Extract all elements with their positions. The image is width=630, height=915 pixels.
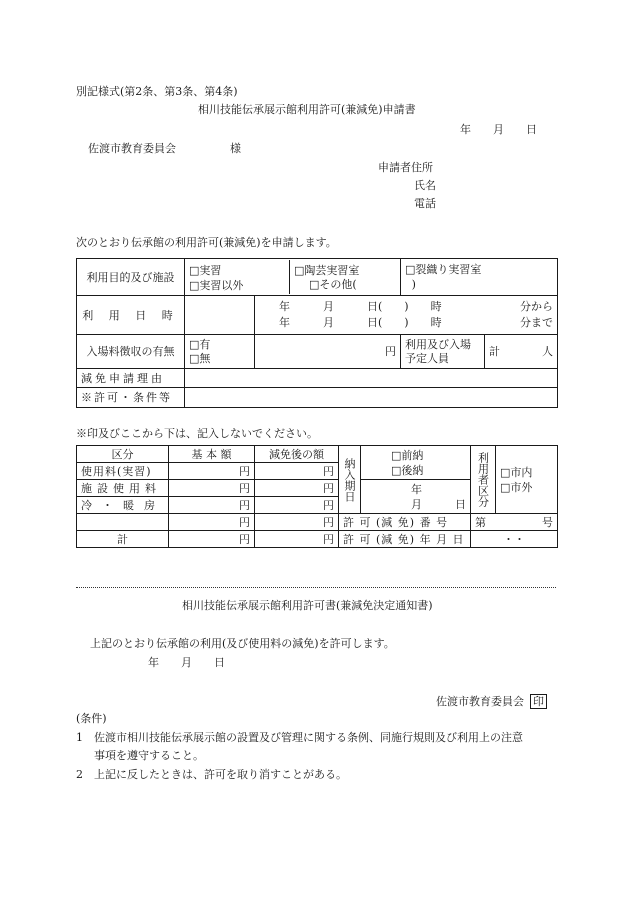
ceramics-room-checkbox[interactable]: □陶芸実習室 <box>294 264 360 277</box>
facility-reduced-field[interactable]: 円 <box>255 480 339 497</box>
reduction-reason-label: 減免申請理由 <box>77 369 185 388</box>
reduced-amount-header: 減免後の額 <box>255 446 339 463</box>
fee-collection-options <box>185 335 255 369</box>
datetime-cell[interactable] <box>255 296 558 335</box>
permit-conditions-field[interactable] <box>185 388 558 408</box>
extra-base-field[interactable]: 円 <box>169 514 255 531</box>
application-table <box>76 258 558 408</box>
postpaid-checkbox[interactable]: □後納 <box>391 463 424 477</box>
reduction-reason-field[interactable] <box>185 369 558 388</box>
facility-base-field[interactable]: 円 <box>169 480 255 497</box>
to-datetime[interactable]: 年 月 日( ) 時 <box>279 316 442 329</box>
cut-line <box>76 587 556 588</box>
usage-base-field[interactable]: 円 <box>169 463 255 480</box>
non-practice-checkbox[interactable]: □実習以外 <box>189 279 244 292</box>
people-unit: 人 <box>542 345 553 358</box>
weaving-room-checkbox[interactable]: □裂織り実習室 <box>405 263 482 276</box>
issuer-name: 佐渡市教育委員会 <box>436 695 524 708</box>
category-header: 区分 <box>77 446 169 463</box>
fee-yen-unit: 円 <box>385 345 396 358</box>
practice-checkbox[interactable]: □実習 <box>189 264 222 277</box>
user-category-options <box>496 446 558 514</box>
extra-reduced-field[interactable]: 円 <box>255 514 339 531</box>
permit-number-label: 許 可 (減 免) 番 号 <box>339 514 471 531</box>
usage-fee-label: 使用料(実習) <box>77 463 169 480</box>
form-reference: 別記様式(第2条、第3条、第4条) <box>76 85 238 98</box>
form-title: 相川技能伝承展示館利用許可(兼減免)申請書 <box>198 103 416 116</box>
facility-fee-label: 施設使用料 <box>77 480 169 497</box>
applicant-name-label[interactable]: 氏名 <box>414 179 436 192</box>
user-category-label: 利用者区分 <box>471 446 496 514</box>
total-reduced-field[interactable]: 円 <box>255 531 339 548</box>
permit-date-field[interactable]: ・・ <box>471 531 558 548</box>
condition-2-text: 上記に反したときは、許可を取り消すことがある。 <box>94 768 347 781</box>
condition-1-number: 1 <box>76 731 83 744</box>
due-year: 年 <box>411 482 422 496</box>
fee-collection-label: 入場料徴収の有無 <box>77 335 185 369</box>
condition-1-line-1: 佐渡市相川技能伝承展示館の設置及び管理に関する条例、同施行規則及び利用上の注意 <box>94 731 523 744</box>
inside-city-checkbox[interactable]: □市内 <box>500 465 533 479</box>
application-date[interactable]: 年 月 日 <box>460 123 537 136</box>
purpose-label: 利用目的及び施設 <box>77 259 185 296</box>
aircon-reduced-field[interactable]: 円 <box>255 497 339 514</box>
other-checkbox[interactable]: □その他( ) <box>309 278 416 291</box>
extra-fee-label[interactable] <box>77 514 169 531</box>
base-amount-header: 基 本 額 <box>169 446 255 463</box>
condition-1-line-2: 事項を遵守すること。 <box>94 749 204 762</box>
datetime-label: 利 用 日 時 <box>77 296 185 335</box>
conditions-heading: (条件) <box>76 712 107 725</box>
total-fee-label: 計 <box>77 531 169 548</box>
payment-method-options <box>361 446 471 480</box>
notice-title: 相川技能伝承展示館利用許可書(兼減免決定通知書) <box>182 599 433 612</box>
notice-issuer <box>436 694 547 709</box>
office-use-note: ※印及びここから下は、記入しないでください。 <box>76 427 318 440</box>
from-datetime[interactable]: 年 月 日( ) 時 <box>279 300 442 313</box>
expected-users-field[interactable] <box>485 335 558 369</box>
fee-yes-checkbox[interactable]: □有 <box>189 337 211 351</box>
request-statement: 次のとおり伝承館の利用許可(兼減免)を申請します。 <box>76 236 337 249</box>
fee-table <box>76 445 558 548</box>
from-suffix: 分から <box>520 300 553 313</box>
due-month-day: 月 日 <box>411 497 466 511</box>
applicant-address-label[interactable]: 申請者住所 <box>378 161 433 174</box>
usage-reduced-field[interactable]: 円 <box>255 463 339 480</box>
prepaid-checkbox[interactable]: □前納 <box>391 448 424 462</box>
condition-2-number: 2 <box>76 768 83 781</box>
number-suffix: 号 <box>542 515 553 529</box>
payment-period-label: 納入期日 <box>339 446 361 514</box>
number-prefix: 第 <box>475 515 486 529</box>
to-suffix: 分まで <box>520 316 553 329</box>
applicant-phone-label[interactable]: 電話 <box>414 197 436 210</box>
notice-body: 上記のとおり伝承館の利用(及び使用料の減免)を許可します。 <box>90 637 395 650</box>
permit-date-label: 許 可 (減 免) 年 月 日 <box>339 531 471 548</box>
permit-conditions-label: ※許可・条件等 <box>77 388 185 408</box>
aircon-fee-label: 冷・暖房 <box>77 497 169 514</box>
addressee: 佐渡市教育委員会 <box>88 142 176 155</box>
users-total-label: 計 <box>489 345 500 358</box>
fee-no-checkbox[interactable]: □無 <box>189 351 211 365</box>
payment-due-date[interactable] <box>361 480 471 514</box>
notice-date[interactable]: 年 月 日 <box>148 656 225 669</box>
aircon-base-field[interactable]: 円 <box>169 497 255 514</box>
total-base-field[interactable]: 円 <box>169 531 255 548</box>
expected-users-label: 利用及び入場予定人員 <box>401 335 485 369</box>
seal-box: 印 <box>530 694 547 709</box>
permit-number-field[interactable] <box>471 514 558 531</box>
fee-amount-field[interactable] <box>255 335 401 369</box>
outside-city-checkbox[interactable]: □市外 <box>500 480 533 494</box>
honorific: 様 <box>230 142 241 155</box>
